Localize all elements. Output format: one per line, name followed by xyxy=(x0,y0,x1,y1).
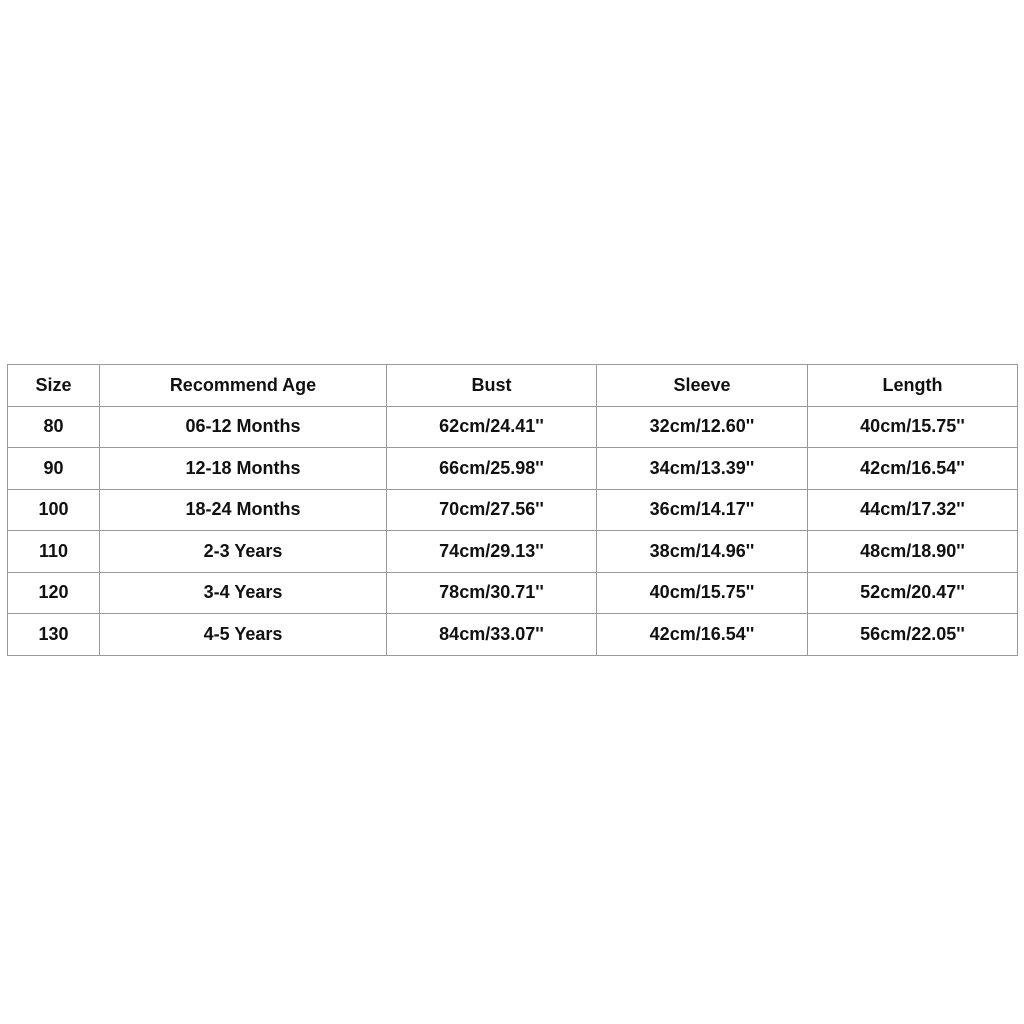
cell-size: 90 xyxy=(8,448,100,490)
cell-recommend-age: 4-5 Years xyxy=(100,614,387,656)
cell-length: 42cm/16.54'' xyxy=(808,448,1018,490)
cell-size: 110 xyxy=(8,531,100,573)
header-bust: Bust xyxy=(387,365,597,407)
cell-sleeve: 32cm/12.60'' xyxy=(597,406,808,448)
cell-recommend-age: 12-18 Months xyxy=(100,448,387,490)
cell-sleeve: 34cm/13.39'' xyxy=(597,448,808,490)
cell-bust: 70cm/27.56'' xyxy=(387,489,597,531)
cell-length: 48cm/18.90'' xyxy=(808,531,1018,573)
table-row xyxy=(8,406,1018,448)
size-chart-table xyxy=(7,364,1018,656)
header-size: Size xyxy=(8,365,100,407)
cell-size: 120 xyxy=(8,572,100,614)
cell-recommend-age: 3-4 Years xyxy=(100,572,387,614)
table-row xyxy=(8,614,1018,656)
cell-length: 44cm/17.32'' xyxy=(808,489,1018,531)
table-row xyxy=(8,531,1018,573)
table-row xyxy=(8,572,1018,614)
cell-bust: 84cm/33.07'' xyxy=(387,614,597,656)
cell-sleeve: 36cm/14.17'' xyxy=(597,489,808,531)
cell-size: 130 xyxy=(8,614,100,656)
cell-bust: 62cm/24.41'' xyxy=(387,406,597,448)
table-row xyxy=(8,448,1018,490)
cell-sleeve: 42cm/16.54'' xyxy=(597,614,808,656)
header-length: Length xyxy=(808,365,1018,407)
cell-length: 56cm/22.05'' xyxy=(808,614,1018,656)
cell-size: 80 xyxy=(8,406,100,448)
table-row xyxy=(8,489,1018,531)
cell-sleeve: 38cm/14.96'' xyxy=(597,531,808,573)
cell-length: 52cm/20.47'' xyxy=(808,572,1018,614)
cell-recommend-age: 06-12 Months xyxy=(100,406,387,448)
cell-sleeve: 40cm/15.75'' xyxy=(597,572,808,614)
cell-bust: 66cm/25.98'' xyxy=(387,448,597,490)
cell-size: 100 xyxy=(8,489,100,531)
table-header-row xyxy=(8,365,1018,407)
header-sleeve: Sleeve xyxy=(597,365,808,407)
cell-bust: 74cm/29.13'' xyxy=(387,531,597,573)
cell-recommend-age: 2-3 Years xyxy=(100,531,387,573)
cell-bust: 78cm/30.71'' xyxy=(387,572,597,614)
cell-recommend-age: 18-24 Months xyxy=(100,489,387,531)
cell-length: 40cm/15.75'' xyxy=(808,406,1018,448)
header-recommend-age: Recommend Age xyxy=(100,365,387,407)
